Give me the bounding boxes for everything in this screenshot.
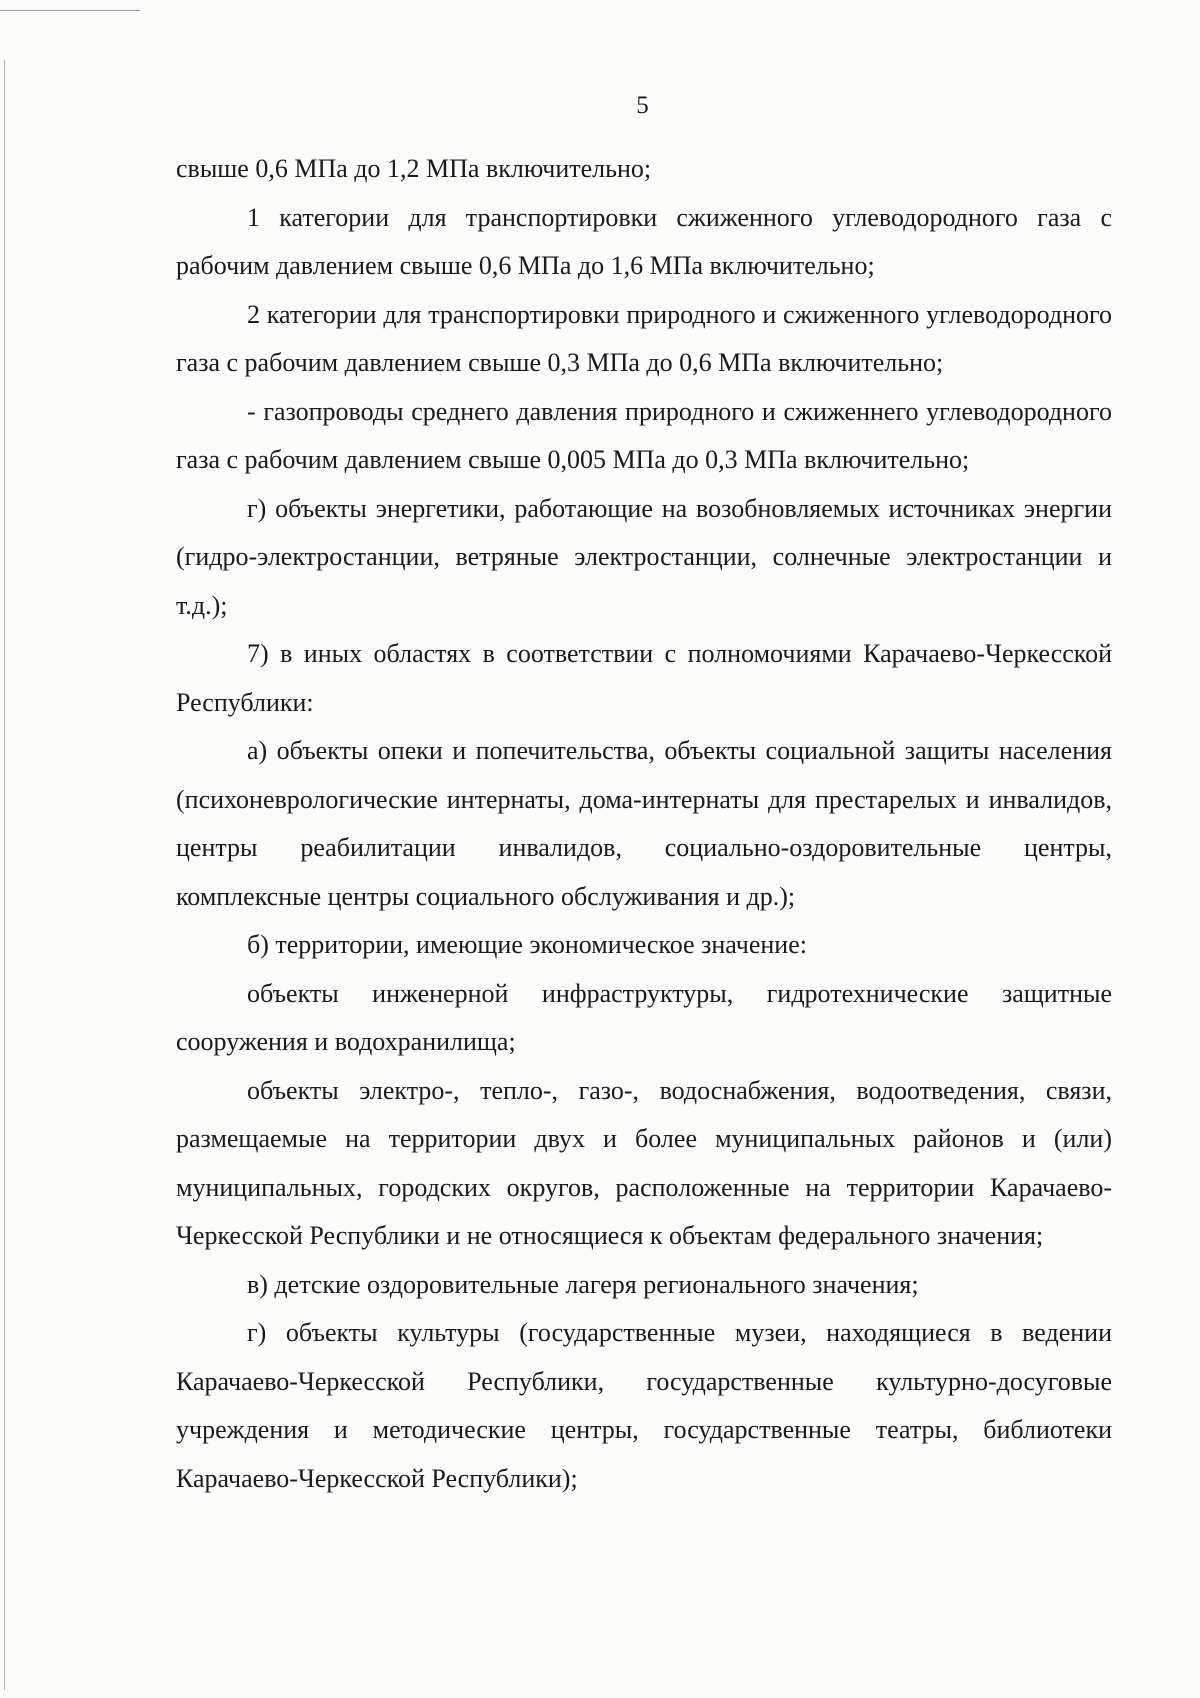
paragraph-childrens-camps: в) детские оздоровительные лагеря регионального значения; (247, 1269, 919, 1299)
paragraph-economic-territories: б) территории, имеющие экономическое значение: (247, 930, 807, 959)
page-number: 5 (636, 92, 649, 119)
paragraph-culture-objects: г) объекты культуры (государственные музеи, находящиеся в ведении Карачаево-Черкесской Республики, государственные культурно-досуговые учреждения и методические центры, государственные театры, библиотеки Карачаево-Черкесской Республики); (176, 1318, 1112, 1493)
paragraph-category-2: 2 категории для транспортировки природного и сжиженного углеводородного газа с рабочим давлением свыше 0,3 МПа до 0,6 МПа включительно; (176, 299, 1112, 377)
paragraph-utilities: объекты электро-, тепло-, газо-, водоснабжения, водоотведения, связи, размещаемые на территории двух и более муниципальных районов и (или) муниципальных, городских округов, расположенные на территории Карачаево-Черкесской Республики и не относящиеся к объектам федерального значения; (176, 1075, 1112, 1250)
paragraph-medium-pressure-pipelines: - газопроводы среднего давления природного и сжиженнего углеводородного газа с рабочим давлением свыше 0,005 МПа до 0,3 МПа включительно; (176, 396, 1112, 474)
paragraph-social-protection: а) объекты опеки и попечительства, объекты социальной защиты населения (психоневрологические интернаты, дома-интернаты для престарелых и инвалидов, центры реабилитации инвалидов, социально-оздоровительные центры, комплексные центры социального обслуживания и др.); (176, 736, 1112, 911)
document-body (176, 145, 1112, 1503)
paragraph-engineering-infrastructure: объекты инженерной инфраструктуры, гидротехнические защитные сооружения и водохранилища; (176, 978, 1112, 1056)
paragraph-category-1: 1 категории для транспортировки сжиженного углеводородного газа с рабочим давлением свыше 0,6 МПа до 1,6 МПа включительно; (176, 202, 1112, 280)
paragraph-other-areas: 7) в иных областях в соответствии с полномочиями Карачаево-Черкесской Республики: (176, 639, 1112, 717)
paragraph-pressure-range: свыше 0,6 МПа до 1,2 МПа включительно; (176, 154, 652, 183)
scan-edge-top (0, 10, 140, 11)
scan-edge-left (4, 60, 5, 1690)
paragraph-renewable-energy: г) объекты энергетики, работающие на возобновляемых источниках энергии (гидро-электростанции, ветряные электростанции, солнечные электростанции и т.д.); (176, 493, 1112, 620)
